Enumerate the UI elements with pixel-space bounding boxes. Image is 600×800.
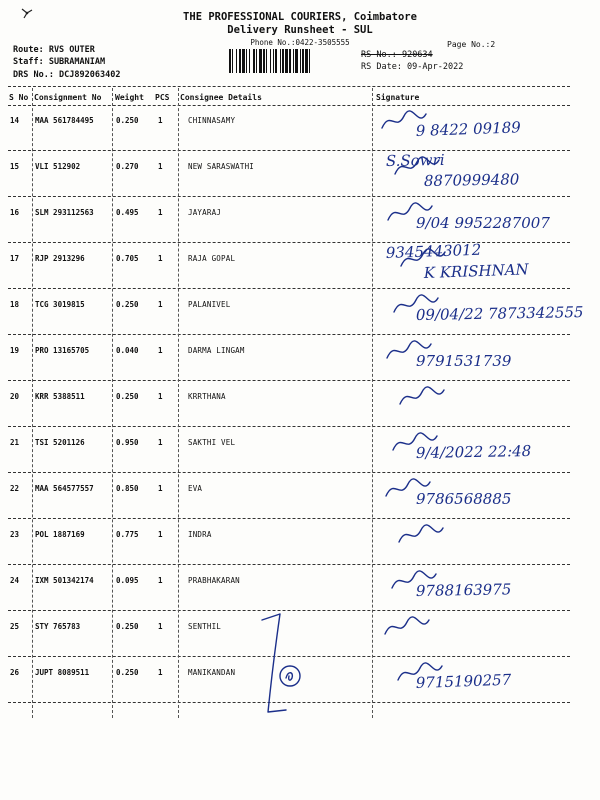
barcode-bar — [253, 49, 255, 73]
col-weight: Weight — [115, 93, 144, 102]
staff: Staff: SUBRAMANIAM — [13, 57, 106, 67]
barcode-bar — [293, 49, 294, 73]
col-sno: S No — [9, 93, 29, 102]
signature-ink — [376, 562, 596, 614]
barcode-bar — [249, 49, 250, 73]
pcs-cell: 1 — [158, 254, 163, 263]
barcode-bar — [263, 49, 265, 73]
barcode-bar — [239, 49, 241, 73]
sno-cell: 26 — [10, 668, 20, 677]
signature-scribble — [399, 525, 443, 542]
weight-cell: 0.250 — [116, 622, 139, 631]
weight-cell: 0.705 — [116, 254, 139, 263]
consignment-cell: TCG 3019815 — [35, 300, 85, 309]
barcode-bar — [309, 49, 310, 73]
signature-cell — [376, 102, 596, 148]
signature-cell — [376, 332, 596, 378]
divider — [8, 86, 570, 87]
signature-cell — [376, 562, 596, 608]
pcs-cell: 1 — [158, 438, 163, 447]
signature-cell — [376, 608, 596, 654]
sno-cell: 16 — [10, 208, 20, 217]
consignee-cell: SENTHIL — [188, 622, 222, 631]
consignment-cell: POL 1887169 — [35, 530, 85, 539]
pcs-cell: 1 — [158, 668, 163, 677]
consignment-cell: IXM 501342174 — [35, 576, 94, 585]
signature-cell — [376, 424, 596, 470]
signature-text: 9 8422 09189 — [415, 118, 522, 140]
sno-cell: 25 — [10, 622, 20, 631]
signature-ink — [376, 378, 596, 430]
barcode-bar — [282, 49, 284, 73]
consignee-cell: RAJA GOPAL — [188, 254, 236, 263]
pcs-cell: 1 — [158, 116, 163, 125]
delivery-stamp — [258, 612, 308, 722]
signature-scribble — [385, 617, 429, 634]
pcs-cell: 1 — [158, 576, 163, 585]
barcode-bar — [229, 49, 231, 73]
barcode — [228, 49, 356, 73]
weight-cell: 0.950 — [116, 438, 139, 447]
consignment-cell: VLI 512902 — [35, 162, 81, 171]
barcode-bar — [266, 49, 267, 73]
signature-ink — [376, 654, 596, 706]
signature-text: 9788163975 — [415, 580, 512, 600]
col-consignment: Consignment No — [34, 93, 102, 102]
consignment-cell: STY 765783 — [35, 622, 81, 631]
consignee-cell: CHINNASAMY — [188, 116, 236, 125]
weight-cell: 0.250 — [116, 392, 139, 401]
consignee-cell: PALANIVEL — [188, 300, 231, 309]
weight-cell: 0.850 — [116, 484, 139, 493]
signature-cell — [376, 240, 596, 286]
signature-ink — [376, 194, 596, 246]
signature-ink — [376, 516, 596, 568]
column-rule — [112, 88, 113, 718]
barcode-bar — [280, 49, 281, 73]
signature-cell — [376, 194, 596, 240]
column-rule — [372, 88, 373, 718]
signature-ink — [376, 240, 596, 292]
barcode-bar — [242, 49, 245, 73]
signature-ink — [376, 608, 596, 660]
signature-text: 8870999480 — [423, 170, 520, 190]
barcode-bar — [285, 49, 288, 73]
signature-cell — [376, 654, 596, 700]
sno-cell: 20 — [10, 392, 20, 401]
consignee-cell: SAKTHI VEL — [188, 438, 236, 447]
page-number: Page No.:2 — [447, 40, 496, 49]
barcode-bar — [232, 49, 233, 73]
weight-cell: 0.040 — [116, 346, 139, 355]
barcode-bar — [295, 49, 298, 73]
pcs-cell: 1 — [158, 622, 163, 631]
col-pcs: PCS — [155, 93, 170, 102]
route: Route: RVS OUTER — [13, 45, 95, 55]
barcode-bar — [256, 49, 257, 73]
pcs-cell: 1 — [158, 484, 163, 493]
consignment-cell: MAA 561784495 — [35, 116, 94, 125]
signature-text: 9791531739 — [416, 352, 512, 370]
consignee-cell: KRRTHANA — [188, 392, 226, 401]
weight-cell: 0.270 — [116, 162, 139, 171]
rs-number: RS No.: 920634 — [361, 50, 433, 60]
consignee-cell: PRABHAKARAN — [188, 576, 240, 585]
consignment-cell: TSI 5201126 — [35, 438, 85, 447]
weight-cell: 0.250 — [116, 668, 139, 677]
weight-cell: 0.250 — [116, 300, 139, 309]
consignee-cell: INDRA — [188, 530, 212, 539]
consignee-cell: EVA — [188, 484, 203, 493]
signature-ink — [376, 102, 596, 154]
sno-cell: 17 — [10, 254, 20, 263]
company-name: THE PROFESSIONAL COURIERS, Coimbatore — [183, 11, 417, 23]
sheet-title: Delivery Runsheet - SUL — [227, 24, 373, 36]
barcode-bar — [236, 49, 237, 73]
signature-cell — [376, 516, 596, 562]
signature-text: S.Sowri — [385, 150, 445, 170]
signature-ink — [376, 148, 596, 200]
barcode-bar — [300, 49, 301, 73]
consignee-cell: MANIKANDAN — [188, 668, 236, 677]
col-signature: Signature — [376, 93, 420, 102]
consignee-cell: DARMA LINGAM — [188, 346, 245, 355]
pcs-cell: 1 — [158, 530, 163, 539]
signature-text: K KRISHNAN — [423, 260, 529, 282]
sno-cell: 24 — [10, 576, 20, 585]
barcode-bar — [270, 49, 271, 73]
pcs-cell: 1 — [158, 300, 163, 309]
pcs-cell: 1 — [158, 208, 163, 217]
barcode-bar — [275, 49, 277, 73]
pcs-cell: 1 — [158, 392, 163, 401]
barcode-bar — [305, 49, 308, 73]
sno-cell: 14 — [10, 116, 20, 125]
signature-ink — [376, 286, 596, 338]
signature-cell — [376, 470, 596, 516]
weight-cell: 0.495 — [116, 208, 139, 217]
sno-cell: 23 — [10, 530, 20, 539]
document-title — [150, 11, 450, 37]
weight-cell: 0.775 — [116, 530, 139, 539]
signature-ink — [376, 470, 596, 522]
consignment-cell: JUPT 8089511 — [35, 668, 90, 677]
barcode-bar — [259, 49, 262, 73]
signature-text: 9345443012 — [385, 240, 482, 262]
signature-cell — [376, 148, 596, 194]
sno-cell: 19 — [10, 346, 20, 355]
consignment-cell: KRR 5388511 — [35, 392, 85, 401]
rs-date: RS Date: 09-Apr-2022 — [361, 62, 464, 72]
col-details: Consignee Details — [180, 93, 262, 102]
weight-cell: 0.250 — [116, 116, 139, 125]
signature-text: 9715190257 — [415, 670, 512, 692]
phone-number: Phone No.:0422-3505555 — [250, 38, 350, 47]
consignee-cell: JAYARAJ — [188, 208, 222, 217]
signature-ink — [376, 424, 596, 476]
pcs-cell: 1 — [158, 346, 163, 355]
consignment-cell: RJP 2913296 — [35, 254, 85, 263]
barcode-bar — [246, 49, 247, 73]
pcs-cell: 1 — [158, 162, 163, 171]
barcode-bar — [273, 49, 274, 73]
signature-text: 9/04 9952287007 — [416, 214, 550, 232]
consignment-cell: SLM 293112563 — [35, 208, 94, 217]
corner-mark-icon — [20, 6, 34, 20]
signature-cell — [376, 286, 596, 332]
column-rule — [178, 88, 179, 718]
consignment-cell: PRO 13165705 — [35, 346, 90, 355]
signature-cell — [376, 378, 596, 424]
drs-number: DRS No.: DCJ892063402 — [13, 70, 121, 80]
sno-cell: 15 — [10, 162, 20, 171]
column-rule — [32, 88, 33, 718]
weight-cell: 0.095 — [116, 576, 139, 585]
sno-cell: 21 — [10, 438, 20, 447]
consignment-cell: MAA 564577557 — [35, 484, 94, 493]
barcode-bar — [289, 49, 291, 73]
consignee-cell: NEW SARASWATHI — [188, 162, 255, 171]
sno-cell: 18 — [10, 300, 20, 309]
signature-text: 9/4/2022 22:48 — [415, 441, 532, 462]
signature-text: 09/04/22 7873342555 — [415, 303, 584, 324]
barcode-bar — [302, 49, 304, 73]
signature-scribble — [400, 387, 444, 404]
signature-text: 9786568885 — [416, 490, 512, 508]
signature-ink — [376, 332, 596, 384]
sno-cell: 22 — [10, 484, 20, 493]
